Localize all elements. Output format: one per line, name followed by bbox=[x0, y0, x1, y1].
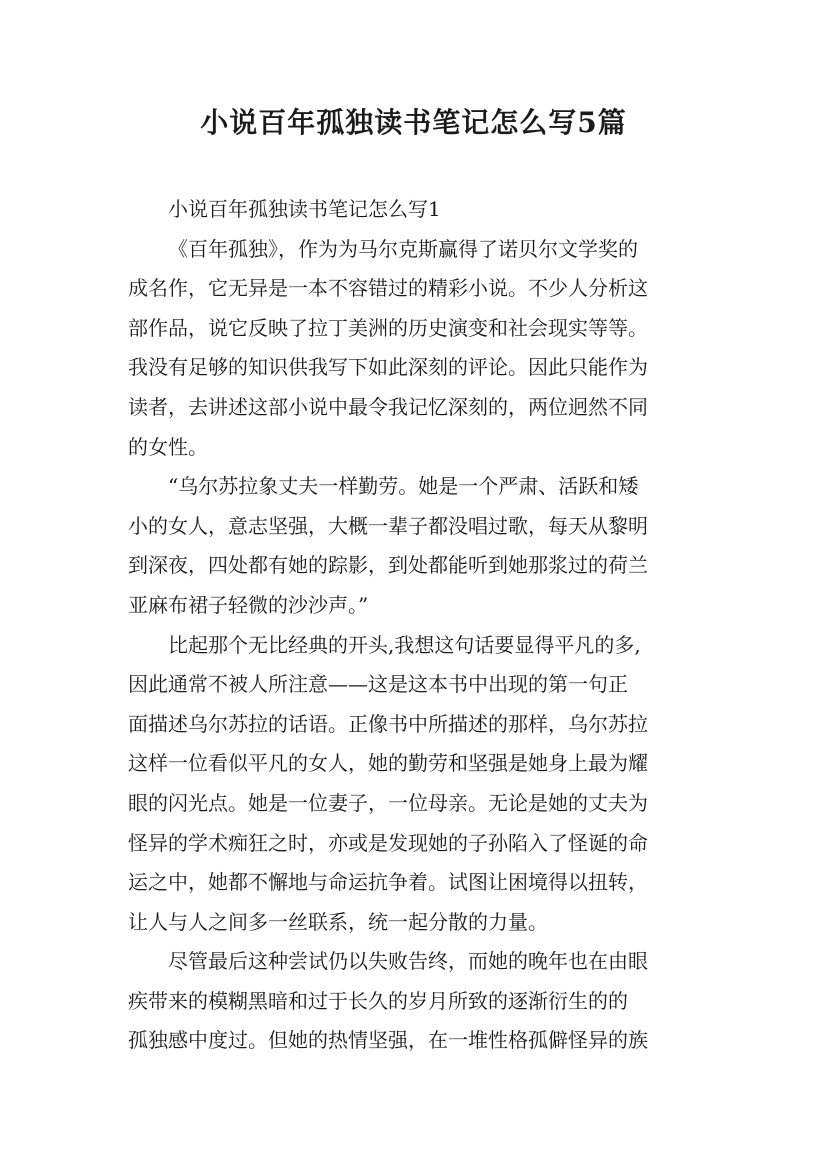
document-title: 小说百年孤独读书笔记怎么写5篇 bbox=[200, 106, 627, 139]
paragraph-line: 运之中，她都不懈地与命运抗争着。试图让困境得以扭转， bbox=[128, 870, 648, 895]
paragraph-line: 因此通常不被人所注意——这是这本书中出现的第一句正 bbox=[128, 672, 628, 697]
paragraph-line: 让人与人之间多一丝联系，统一起分散的力量。 bbox=[128, 909, 548, 934]
paragraph-line: 小的女人，意志坚强，大概一辈子都没唱过歌，每天从黎明 bbox=[128, 513, 648, 538]
document-body bbox=[128, 190, 718, 1061]
paragraph-line: 到深夜，四处都有她的踪影，到处都能听到她那浆过的荷兰 bbox=[128, 553, 648, 578]
paragraph-line: 亚麻布裙子轻微的沙沙声。” bbox=[128, 592, 369, 617]
paragraph-line: 这样一位看似平凡的女人，她的勤劳和坚强是她身上最为耀 bbox=[128, 751, 648, 776]
paragraph-line: 眼的闪光点。她是一位妻子，一位母亲。无论是她的丈夫为 bbox=[128, 790, 648, 815]
paragraph-line: 怪异的学术痴狂之时，亦或是发现她的子孙陷入了怪诞的命 bbox=[128, 830, 648, 855]
paragraph-line: 比起那个无比经典的开头,我想这句话要显得平凡的多, bbox=[168, 632, 641, 657]
paragraph-line: 尽管最后这种尝试仍以失败告终，而她的晚年也在由眼 bbox=[168, 949, 648, 974]
paragraph-line: 疾带来的模糊黑暗和过于长久的岁月所致的逐渐衍生的的 bbox=[128, 988, 628, 1013]
section-heading: 小说百年孤独读书笔记怎么写1 bbox=[168, 197, 441, 221]
paragraph-line: 《百年孤独》，作为为马尔克斯赢得了诺贝尔文学奖的 bbox=[168, 236, 638, 261]
paragraph-line: 读者，去讲述这部小说中最令我记忆深刻的，两位迥然不同 bbox=[128, 394, 648, 419]
paragraph-line: 成名作，它无异是一本不容错过的精彩小说。不少人分析这 bbox=[128, 276, 648, 301]
paragraph-line: 部作品，说它反映了拉丁美洲的历史演变和社会现实等等。 bbox=[128, 315, 648, 340]
paragraph-line: 孤独感中度过。但她的热情坚强，在一堆性格孤僻怪异的族 bbox=[128, 1028, 648, 1053]
paragraph-line: 面描述乌尔苏拉的话语。正像书中所描述的那样，乌尔苏拉 bbox=[128, 711, 648, 736]
paragraph-line: “乌尔苏拉象丈夫一样勤劳。她是一个严肃、活跃和矮 bbox=[168, 474, 639, 499]
paragraph-line: 的女性。 bbox=[128, 434, 208, 459]
paragraph-line: 我没有足够的知识供我写下如此深刻的评论。因此只能作为 bbox=[128, 355, 648, 380]
